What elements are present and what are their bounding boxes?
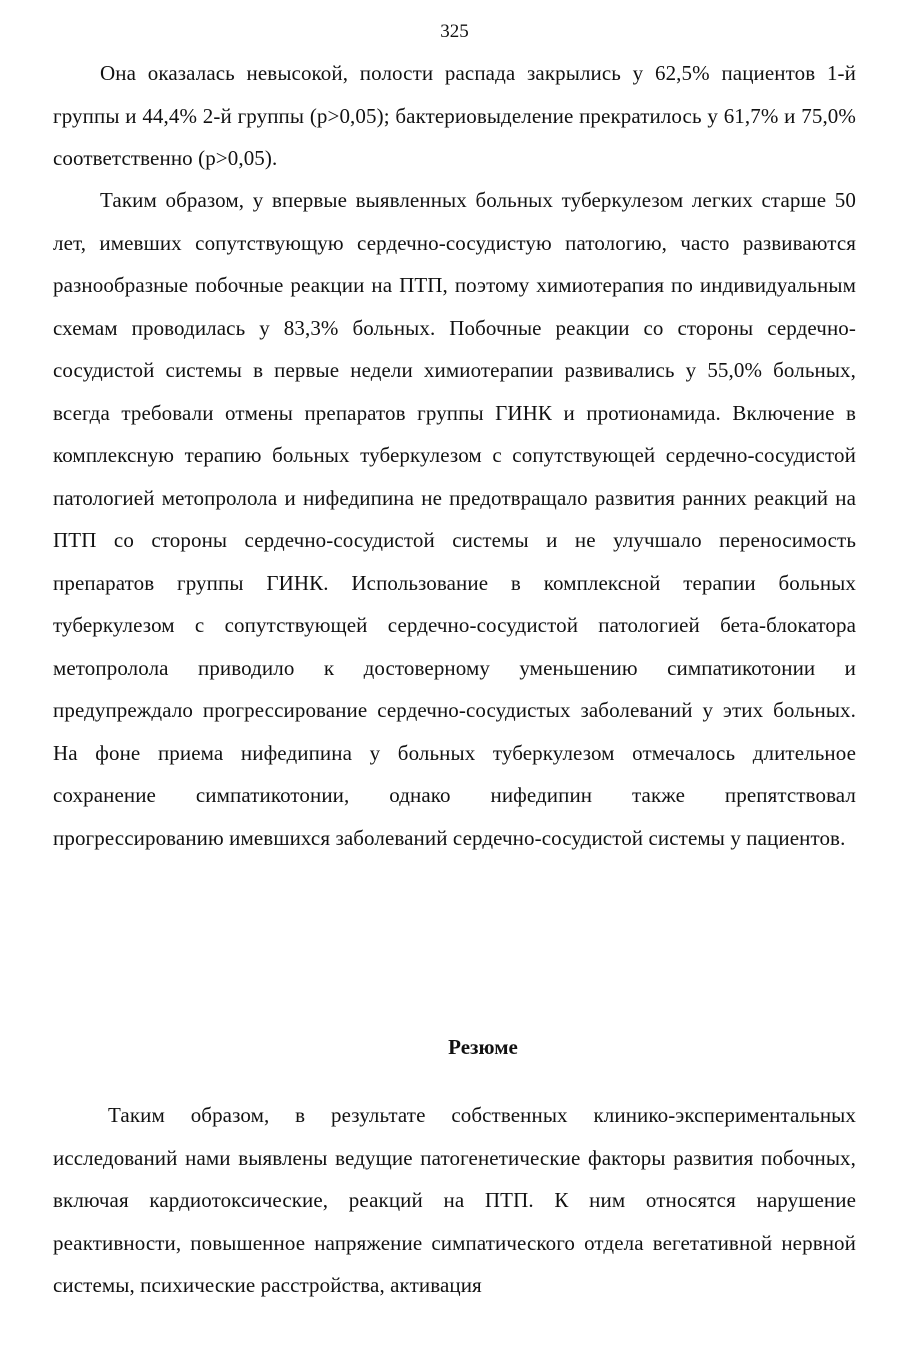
paragraph-1: Она оказалась невысокой, полости распада закрылись у 62,5% пациентов 1-й группы и 44,4% 2-й группы (р>0,05); бактериовыделение прекратилось у 61,7% и 75,0% соответственно (р>0,05).	[53, 61, 856, 170]
paragraph-resume: Таким образом, в результате собственных клинико-экспериментальных исследований нами выявлены ведущие патогенетические факторы развития побочных, включая кардиотоксические, реакций на ПТП. К ним относятся нарушение реактивности, повышенное напряжение симпатического отдела вегетативной нервной системы, психические расстройства, активация	[53, 1103, 856, 1297]
paragraph-2: Таким образом, у впервые выявленных больных туберкулезом легких старше 50 лет, имевших сопутствующую сердечно-сосудистую патологию, часто развиваются разнообразные побочные реакции на ПТП, поэтому химиотерапия по индивидуальным схемам проводилась у 83,3% больных. Побочные реакции со стороны сердечно-сосудистой системы в первые недели химиотерапии развивались у 55,0% больных, всегда требовали отмены препаратов группы ГИНК и протионамида. Включение в комплексную терапию больных туберкулезом с сопутствующей сердечно-сосудистой патологией метопролола и нифедипина не предотвращало развития ранних реакций на ПТП со стороны сердечно-сосудистой системы и не улучшало переносимость препаратов группы ГИНК. Использование в комплексной терапии больных туберкулезом с сопутствующей сердечно-сосудистой патологией бета-блокатора метопролола приводило к достоверному уменьшению симпатикотонии и предупреждало прогрессирование сердечно-сосудистых заболеваний у этих больных. На фоне приема нифедипина у больных туберкулезом отмечалось длительное сохранение симпатикотонии, однако нифедипин также препятствовал прогрессированию имевшихся заболеваний сердечно-сосудистой системы у пациентов.	[53, 188, 856, 850]
page-number: 325	[440, 21, 469, 42]
section-heading-resume: Резюме	[448, 1035, 518, 1059]
